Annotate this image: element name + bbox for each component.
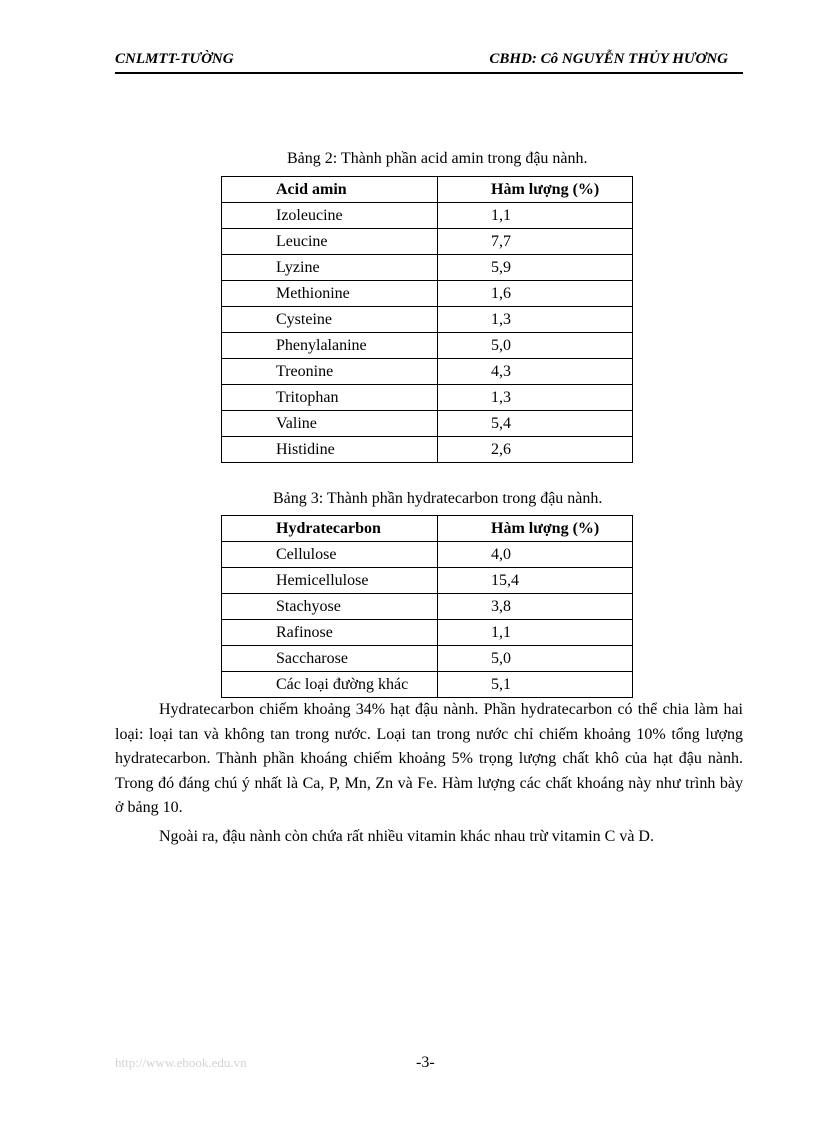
row-value-cell: 5,4 bbox=[438, 411, 633, 437]
row-label-cell: Lyzine bbox=[222, 255, 438, 281]
row-label-cell: Izoleucine bbox=[222, 203, 438, 229]
row-value-cell: 1,3 bbox=[438, 307, 633, 333]
row-value-cell: 7,7 bbox=[438, 229, 633, 255]
row-label-cell: Cellulose bbox=[222, 542, 438, 568]
body-paragraph: Hydratecarbon chiếm khoảng 34% hạt đậu nành. Phần hydratecarbon có thể chia làm hai loại: loại tan và không tan trong nước. Loại tan trong nước chỉ chiếm khoảng 10% tổng lượng hydratecarbon. Thành phần khoáng chiếm khoảng 5% trọng lượng chất khô của hạt đậu nành. Trong đó đáng chú ý nhất là Ca, P, Mn, Zn và Fe. Hàm lượng các chất khoáng này như trình bày ở bảng 10. bbox=[115, 701, 743, 816]
row-label-cell: Valine bbox=[222, 411, 438, 437]
row-label-cell: Methionine bbox=[222, 281, 438, 307]
table-row bbox=[222, 255, 633, 281]
row-value-cell: 1,1 bbox=[438, 203, 633, 229]
row-label-cell: Stachyose bbox=[222, 594, 438, 620]
table-row bbox=[222, 437, 633, 463]
table-row bbox=[222, 594, 633, 620]
table-row bbox=[222, 307, 633, 333]
column-header: Hydratecarbon bbox=[222, 516, 438, 542]
row-label-cell: Các loại đường khác bbox=[222, 672, 438, 698]
table-row bbox=[222, 281, 633, 307]
row-value-cell: 1,1 bbox=[438, 620, 633, 646]
table-row bbox=[222, 542, 633, 568]
row-label-cell: Leucine bbox=[222, 229, 438, 255]
row-value-cell: 5,0 bbox=[438, 646, 633, 672]
row-value-cell: 3,8 bbox=[438, 594, 633, 620]
table-row bbox=[222, 203, 633, 229]
table-row bbox=[222, 359, 633, 385]
row-value-cell: 5,0 bbox=[438, 333, 633, 359]
row-value-cell: 5,1 bbox=[438, 672, 633, 698]
row-value-cell: 5,9 bbox=[438, 255, 633, 281]
hydratecarbon-table bbox=[221, 515, 633, 698]
row-label-cell: Hemicellulose bbox=[222, 568, 438, 594]
table-row bbox=[222, 620, 633, 646]
row-label-cell: Histidine bbox=[222, 437, 438, 463]
table-row bbox=[222, 672, 633, 698]
column-header: Hàm lượng (%) bbox=[438, 516, 633, 542]
column-header: Hàm lượng (%) bbox=[438, 177, 633, 203]
row-label-cell: Rafinose bbox=[222, 620, 438, 646]
row-label-cell: Phenylalanine bbox=[222, 333, 438, 359]
table2-caption: Bảng 2: Thành phần acid amin trong đậu nành. bbox=[287, 150, 588, 167]
page-header bbox=[115, 50, 743, 74]
row-value-cell: 15,4 bbox=[438, 568, 633, 594]
header-supervisor: CBHD: Cô NGUYỄN THỦY HƯƠNG bbox=[489, 51, 728, 67]
body-paragraph: Ngoài ra, đậu nành còn chứa rất nhiều vitamin khác nhau trừ vitamin C và D. bbox=[159, 828, 654, 845]
row-value-cell: 1,6 bbox=[438, 281, 633, 307]
amino-acid-table bbox=[221, 176, 633, 463]
page-number: -3- bbox=[416, 1054, 435, 1071]
row-label-cell: Tritophan bbox=[222, 385, 438, 411]
row-label-cell: Cysteine bbox=[222, 307, 438, 333]
column-header: Acid amin bbox=[222, 177, 438, 203]
table-row bbox=[222, 229, 633, 255]
row-label-cell: Saccharose bbox=[222, 646, 438, 672]
table-header-row bbox=[222, 177, 633, 203]
row-value-cell: 2,6 bbox=[438, 437, 633, 463]
row-value-cell: 1,3 bbox=[438, 385, 633, 411]
row-value-cell: 4,0 bbox=[438, 542, 633, 568]
row-value-cell: 4,3 bbox=[438, 359, 633, 385]
table-row bbox=[222, 646, 633, 672]
table-row bbox=[222, 568, 633, 594]
table-row bbox=[222, 385, 633, 411]
header-author: CNLMTT-TƯỜNG bbox=[115, 51, 234, 67]
table3-caption: Bảng 3: Thành phần hydratecarbon trong đậu nành. bbox=[273, 490, 603, 507]
row-label-cell: Treonine bbox=[222, 359, 438, 385]
table-row bbox=[222, 411, 633, 437]
footer-url: http://www.ebook.edu.vn bbox=[115, 1055, 247, 1070]
table-row bbox=[222, 333, 633, 359]
table-header-row bbox=[222, 516, 633, 542]
